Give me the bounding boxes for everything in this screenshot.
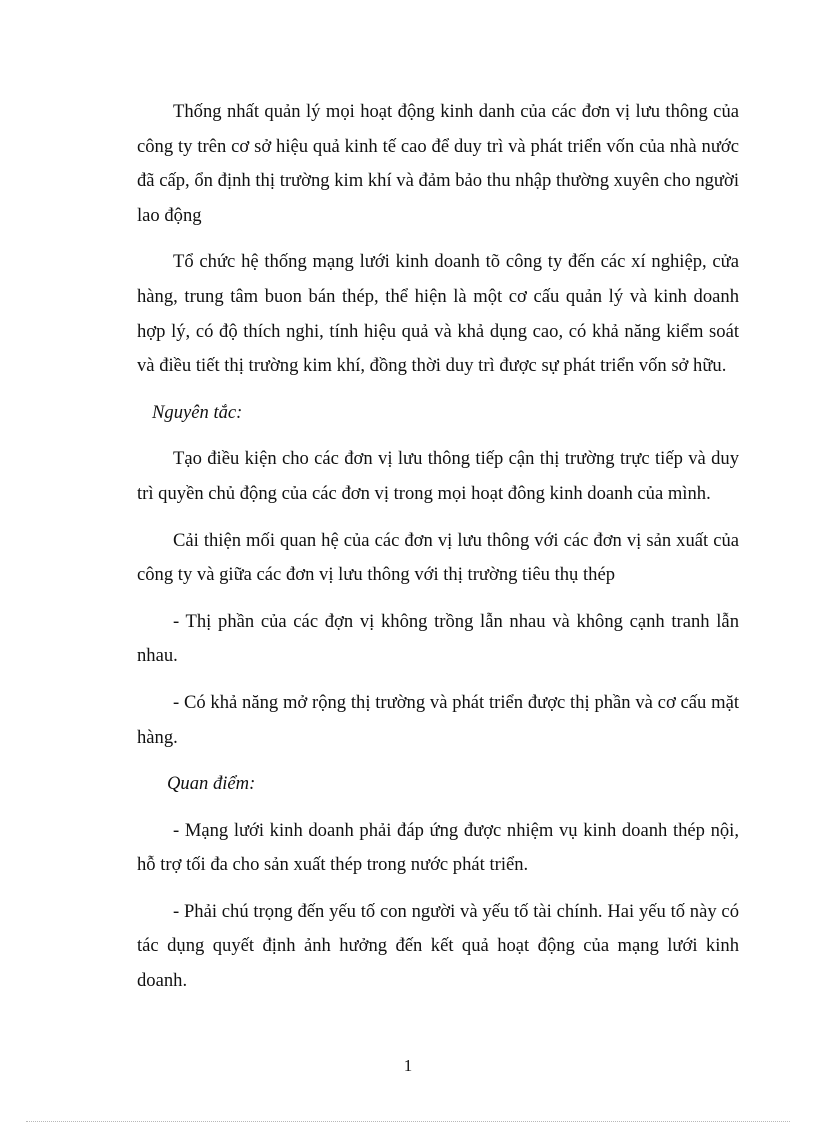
paragraph-network-organization: Tổ chức hệ thống mạng lưới kinh doanh tõ công ty đến các xí nghiệp, cửa hàng, trung tâm buon bán thép, thể hiện là một cơ cấu quản lý và kinh doanh hợp lý, có độ thích nghi, tính hiệu quả và khả dụng cao, có khả năng kiểm soát và điều tiết thị trường kim khí, đồng thời duy trì được sự phát triển vốn sở hữu. <box>137 251 739 377</box>
list-item-domestic-steel: - Mạng lưới kinh doanh phải đáp ứng được nhiệm vụ kinh doanh thép nội, hỗ trợ tối đa cho sản xuất thép trong nước phát triển. <box>137 819 739 876</box>
paragraph-management-goal: Thống nhất quản lý mọi hoạt động kinh danh của các đơn vị lưu thông của công ty trên cơ sở hiệu quả kinh tế cao để duy trì và phát triển vốn của nhà nước đã cấp, ổn định thị trường kim khí và đảm bảo thu nhập thường xuyên cho người lao động <box>137 101 739 226</box>
list-item-market-share: - Thị phần của các đợn vị không trồng lẫn nhau và không cạnh tranh lẫn nhau. <box>137 610 739 667</box>
paragraph-relationship-improvement: Cải thiện mối quan hệ của các đơn vị lưu thông với các đơn vị sản xuất của công ty và giữa các đơn vị lưu thông với thị trường tiêu thụ thép <box>137 529 739 586</box>
document-body <box>137 95 739 1011</box>
heading-principles: Nguyên tắc: <box>152 401 243 423</box>
page-bottom-border <box>26 1121 790 1122</box>
heading-viewpoints: Quan điểm: <box>167 773 256 795</box>
paragraph-market-access: Tạo điều kiện cho các đơn vị lưu thông tiếp cận thị trường trực tiếp và duy trì quyền chủ động của các đơn vị trong mọi hoạt đông kinh doanh của mình. <box>137 448 739 504</box>
page-number: 1 <box>403 1056 413 1075</box>
list-item-human-finance: - Phải chú trọng đến yếu tố con người và yếu tố tài chính. Hai yếu tố này có tác dụng quyết định ảnh hưởng đến kết quả hoạt động của mạng lưới kinh doanh. <box>137 900 739 992</box>
list-item-market-expansion: - Có khả năng mở rộng thị trường và phát triển được thị phần và cơ cấu mặt hàng. <box>137 691 739 748</box>
